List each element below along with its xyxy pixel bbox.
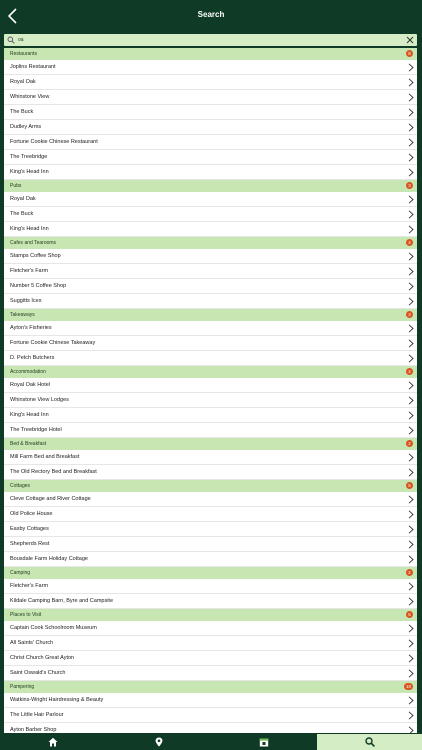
chevron-right-icon	[408, 354, 414, 363]
list-item[interactable]	[4, 507, 417, 522]
section-header	[4, 180, 417, 192]
count-badge: 2	[406, 569, 413, 576]
tab-bar	[0, 734, 422, 750]
list-item-label: Captain Cook Schoolroom Museum	[10, 625, 97, 631]
chevron-right-icon	[408, 597, 414, 606]
close-icon[interactable]	[406, 36, 414, 44]
chevron-right-icon	[408, 525, 414, 534]
chevron-right-icon	[408, 396, 414, 405]
list-item[interactable]	[4, 90, 417, 105]
list-item-label: Stamps Coffee Shop	[10, 253, 61, 259]
list-item-label: Easby Cottages	[10, 526, 49, 532]
section-header	[4, 609, 417, 621]
search-bar	[4, 34, 417, 46]
section-title: Cottages	[10, 483, 31, 489]
list-item-label: All Saints' Church	[10, 640, 54, 646]
section-title: Accommodation	[10, 369, 46, 375]
list-item-label: Ayton Barber Shop	[10, 727, 57, 733]
list-item[interactable]	[4, 249, 417, 264]
list-item-label: Saint Oswald's Church	[10, 670, 66, 676]
list-item-label: The Buck	[10, 211, 34, 217]
list-item[interactable]	[4, 393, 417, 408]
list-item-label: Shepherds Rest	[10, 541, 50, 547]
chevron-right-icon	[408, 669, 414, 678]
list-item-label: Royal Oak Hotel	[10, 382, 51, 388]
list-item[interactable]	[4, 579, 417, 594]
section-header	[4, 237, 417, 249]
list-item[interactable]	[4, 450, 417, 465]
count-badge: 8	[406, 50, 413, 57]
chevron-right-icon	[408, 282, 414, 291]
chevron-right-icon	[408, 297, 414, 306]
list-item-label: Fortune Cookie Chinese Takeaway	[10, 340, 96, 346]
list-item-label: Cleve Cottage and River Cottage	[10, 496, 91, 502]
chevron-right-icon	[408, 624, 414, 633]
list-item-label: Whinstone View	[10, 94, 50, 100]
section-title: Restaurants	[10, 51, 37, 57]
list-item-label: Fletcher's Farm	[10, 583, 49, 589]
tab-events[interactable]	[211, 734, 317, 750]
list-item[interactable]	[4, 75, 417, 90]
list-item-label: Joplins Restaurant	[10, 64, 56, 70]
list-item[interactable]	[4, 120, 417, 135]
section-header	[4, 681, 417, 693]
section-header	[4, 480, 417, 492]
search-input[interactable]	[18, 34, 398, 46]
count-badge: 5	[406, 611, 413, 618]
chevron-right-icon	[408, 123, 414, 132]
count-badge: 4	[406, 368, 413, 375]
list-item[interactable]	[4, 465, 417, 480]
list-item-label: The Treebridge	[10, 154, 48, 160]
chevron-right-icon	[408, 411, 414, 420]
list-item[interactable]	[4, 60, 417, 75]
chevron-right-icon	[408, 696, 414, 705]
chevron-right-icon	[408, 78, 414, 87]
chevron-right-icon	[408, 711, 414, 720]
list-item[interactable]	[4, 378, 417, 393]
section-header	[4, 48, 417, 60]
chevron-right-icon	[408, 93, 414, 102]
chevron-right-icon	[408, 540, 414, 549]
chevron-right-icon	[408, 63, 414, 72]
list-item[interactable]	[4, 264, 417, 279]
list-item[interactable]	[4, 336, 417, 351]
list-item-label: Mill Farm Bed and Breakfast	[10, 454, 80, 460]
chevron-right-icon	[408, 210, 414, 219]
section-header	[4, 567, 417, 579]
list-item-label: Royal Oak	[10, 196, 36, 202]
chevron-right-icon	[408, 582, 414, 591]
list-item-label: The Little Hair Parlour	[10, 712, 64, 718]
section-title: Pubs	[10, 183, 22, 189]
section-title: Bed & Breakfast	[10, 441, 47, 447]
list-item[interactable]	[4, 279, 417, 294]
list-item[interactable]	[4, 321, 417, 336]
list-item-label: Whinstone View Lodges	[10, 397, 69, 403]
chevron-right-icon	[408, 468, 414, 477]
list-item-label: Royal Oak	[10, 79, 36, 85]
chevron-right-icon	[408, 324, 414, 333]
list-item[interactable]	[4, 207, 417, 222]
count-badge: 4	[406, 239, 413, 246]
list-item[interactable]	[4, 552, 417, 567]
chevron-right-icon	[408, 453, 414, 462]
list-item-label: Ayton's Fisheries	[10, 325, 52, 331]
list-item-label: The Buck	[10, 109, 34, 115]
home-icon	[48, 737, 58, 747]
list-item-label: Kildale Camping Barn, Byre and Campsite	[10, 598, 114, 604]
list-item[interactable]	[4, 522, 417, 537]
list-item[interactable]	[4, 150, 417, 165]
list-item-label: Watkins-Wright Hairdressing & Beauty	[10, 697, 104, 703]
chevron-right-icon	[408, 168, 414, 177]
list-item[interactable]	[4, 105, 417, 120]
chevron-right-icon	[408, 267, 414, 276]
list-item[interactable]	[4, 636, 417, 651]
list-item-label: D. Petch Butchers	[10, 355, 55, 361]
list-item[interactable]	[4, 693, 417, 708]
list-item[interactable]	[4, 594, 417, 609]
list-item-label: King's Head Inn	[10, 412, 49, 418]
section-title: Camping	[10, 570, 31, 576]
list-item-label: Suggitts Ices	[10, 298, 42, 304]
list-item-label: King's Head Inn	[10, 169, 49, 175]
chevron-right-icon	[408, 654, 414, 663]
chevron-right-icon	[408, 138, 414, 147]
list-item[interactable]	[4, 135, 417, 150]
list-item-label: Old Police House	[10, 511, 53, 517]
chevron-right-icon	[408, 495, 414, 504]
section-title: Places to Visit	[10, 612, 42, 618]
chevron-right-icon	[408, 153, 414, 162]
list-item-label: The Treebridge Hotel	[10, 427, 62, 433]
chevron-right-icon	[408, 555, 414, 564]
top-bar	[0, 0, 422, 33]
list-item[interactable]	[4, 492, 417, 507]
list-item[interactable]	[4, 651, 417, 666]
list-item[interactable]	[4, 408, 417, 423]
count-badge: 2	[406, 440, 413, 447]
tab-search[interactable]	[317, 734, 422, 750]
chevron-right-icon	[408, 426, 414, 435]
list-item[interactable]	[4, 423, 417, 438]
list-item-label: Fletcher's Farm	[10, 268, 49, 274]
search-icon	[7, 36, 15, 44]
list-item-label: Number 5 Coffee Shop	[10, 283, 67, 289]
list-item[interactable]	[4, 351, 417, 366]
count-badge: 5	[406, 482, 413, 489]
list-item[interactable]	[4, 222, 417, 237]
calendar-icon	[259, 737, 269, 747]
list-item-label: King's Head Inn	[10, 226, 49, 232]
chevron-right-icon	[408, 639, 414, 648]
section-header	[4, 309, 417, 321]
list-item[interactable]	[4, 666, 417, 681]
section-header	[4, 438, 417, 450]
list-item[interactable]	[4, 708, 417, 723]
list-item[interactable]	[4, 537, 417, 552]
tab-home[interactable]	[0, 734, 106, 750]
list-item[interactable]	[4, 294, 417, 309]
list-item-label: Christ Church Great Ayton	[10, 655, 75, 661]
results-list[interactable]	[4, 48, 417, 733]
section-title: Pampering	[10, 684, 35, 690]
tab-map[interactable]	[106, 734, 212, 750]
chevron-right-icon	[408, 339, 414, 348]
list-item-label: The Old Rectory Bed and Breakfast	[10, 469, 97, 475]
list-item-label: Bousdale Farm Holiday Cottage	[10, 556, 88, 562]
list-item-label: Fortune Cookie Chinese Restaurant	[10, 139, 98, 145]
chevron-right-icon	[408, 252, 414, 261]
chevron-right-icon	[408, 195, 414, 204]
count-badge: 3	[406, 182, 413, 189]
count-badge: 3	[406, 311, 413, 318]
chevron-right-icon	[408, 726, 414, 733]
list-item[interactable]	[4, 192, 417, 207]
list-item[interactable]	[4, 723, 417, 733]
list-item-label: Dudley Arms	[10, 124, 42, 130]
map-pin-icon	[154, 737, 164, 747]
chevron-right-icon	[408, 108, 414, 117]
chevron-right-icon	[408, 225, 414, 234]
list-item[interactable]	[4, 621, 417, 636]
chevron-right-icon	[408, 510, 414, 519]
search-icon	[365, 737, 375, 747]
chevron-right-icon	[408, 381, 414, 390]
section-header	[4, 366, 417, 378]
list-item[interactable]	[4, 165, 417, 180]
section-title: Cafes and Tearooms	[10, 240, 57, 246]
page-title: Search	[197, 10, 225, 19]
count-badge: 10	[405, 684, 411, 689]
section-title: Takeaways	[10, 312, 35, 318]
